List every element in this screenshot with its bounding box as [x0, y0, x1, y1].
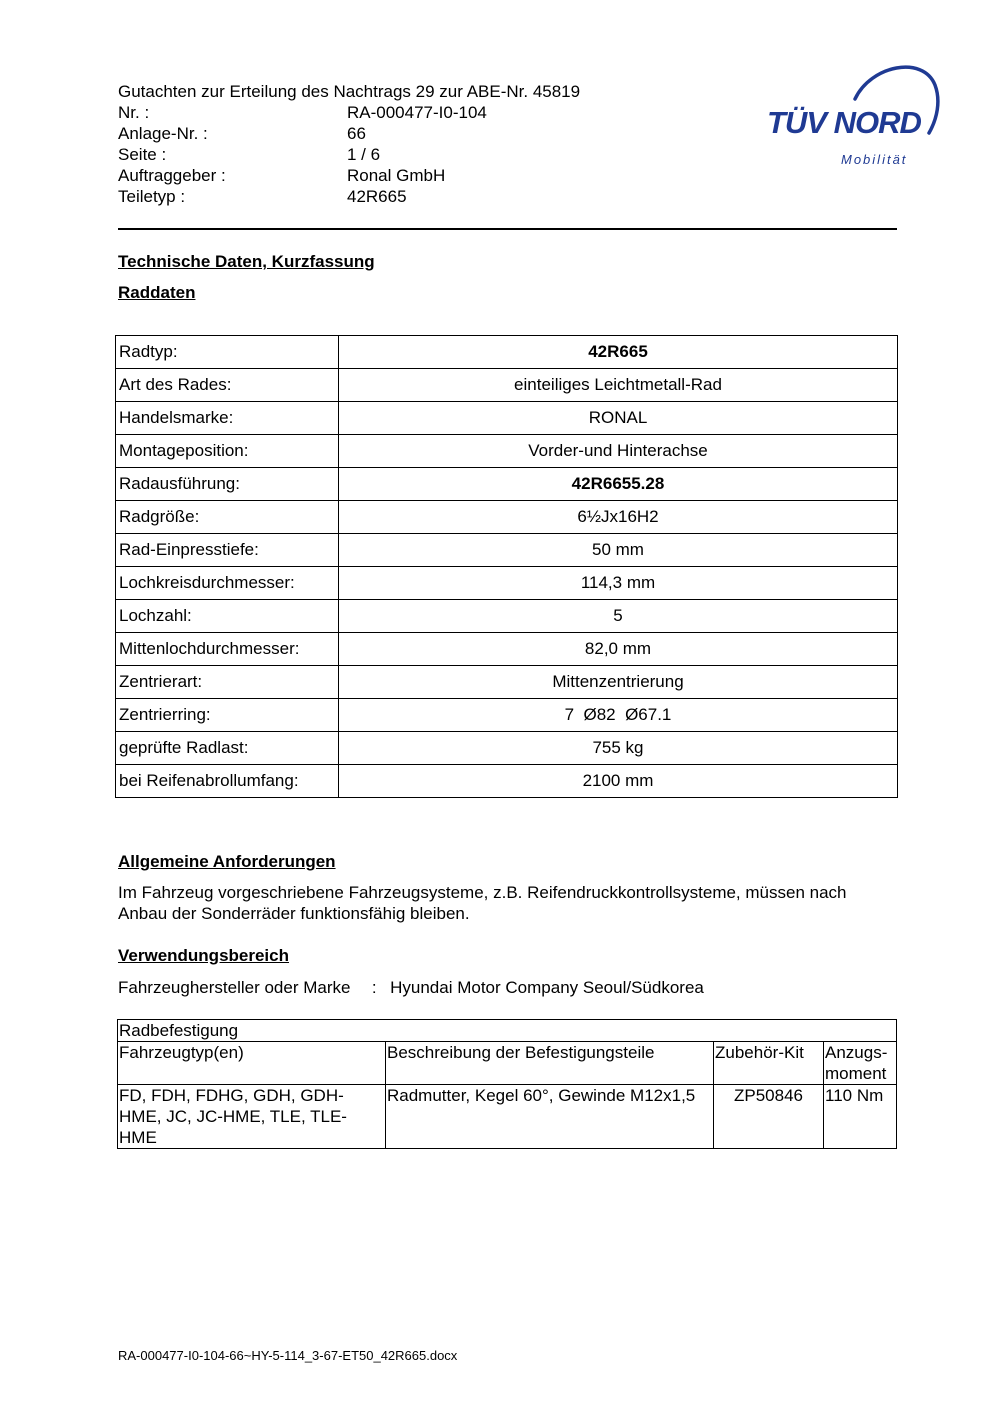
row-label: Rad-Einpresstiefe: — [116, 534, 339, 567]
table-cell: FD, FDH, FDHG, GDH, GDH-HME, JC, JC-HME, TLE, TLE-HME — [118, 1085, 386, 1149]
row-value: 6½Jx16H2 — [339, 501, 898, 534]
header-value: 66 — [347, 124, 366, 143]
manufacturer-value: Hyundai Motor Company Seoul/Südkorea — [390, 978, 704, 997]
table-row — [116, 534, 898, 567]
row-value: 755 kg — [339, 732, 898, 765]
table-row — [118, 1020, 897, 1042]
header-row-anlage — [118, 123, 638, 144]
row-value: 5 — [339, 600, 898, 633]
table-row — [116, 435, 898, 468]
table-header-row — [118, 1042, 897, 1085]
table-row — [116, 765, 898, 798]
table-row — [116, 633, 898, 666]
row-label: Mittenlochdurchmesser: — [116, 633, 339, 666]
section-title-verwendung: Verwendungsbereich — [118, 946, 289, 965]
table-row — [116, 732, 898, 765]
header-row-seite — [118, 144, 638, 165]
header-row-teiletyp — [118, 186, 638, 207]
row-value: Vorder-und Hinterachse — [339, 435, 898, 468]
section-title-raddaten: Raddaten — [118, 283, 196, 302]
manufacturer-label: Fahrzeughersteller oder Marke — [118, 978, 351, 997]
column-header: Beschreibung der Befestigungsteile — [386, 1042, 714, 1085]
row-value: 2100 mm — [339, 765, 898, 798]
column-header: Fahrzeugtyp(en) — [118, 1042, 386, 1085]
logo-subtitle: Mobilität — [841, 152, 908, 167]
allgemein-paragraph: Im Fahrzeug vorgeschriebene Fahrzeugsysteme, z.B. Reifendruckkontrollsysteme, müssen nach Anbau der Sonderräder funktionsfähig bleiben. — [118, 883, 847, 923]
table-title: Radbefestigung — [118, 1020, 897, 1042]
row-value: Mittenzentrierung — [339, 666, 898, 699]
tuev-nord-logo — [763, 57, 943, 172]
row-value: RONAL — [339, 402, 898, 435]
row-value: 42R665 — [339, 336, 898, 369]
row-label: Radtyp: — [116, 336, 339, 369]
table-row — [116, 501, 898, 534]
table-cell: 110 Nm — [824, 1085, 897, 1149]
row-label: Zentrierring: — [116, 699, 339, 732]
section-title-allgemein: Allgemeine Anforderungen — [118, 852, 336, 871]
row-value: 7 Ø82 Ø67.1 — [339, 699, 898, 732]
row-label: geprüfte Radlast: — [116, 732, 339, 765]
header-value: RA-000477-I0-104 — [347, 103, 487, 122]
table-row — [116, 600, 898, 633]
header-divider — [118, 228, 897, 230]
row-value: 42R6655.28 — [339, 468, 898, 501]
table-row — [116, 699, 898, 732]
row-value: 82,0 mm — [339, 633, 898, 666]
footer-filename: RA-000477-I0-104-66~HY-5-114_3-67-ET50_42R665.docx — [118, 1348, 458, 1363]
row-label: bei Reifenabrollumfang: — [116, 765, 339, 798]
row-label: Handelsmarke: — [116, 402, 339, 435]
row-label: Lochzahl: — [116, 600, 339, 633]
document-header — [118, 81, 638, 207]
row-label: Zentrierart: — [116, 666, 339, 699]
header-label: Teiletyp : — [118, 187, 186, 206]
table-cell: Radmutter, Kegel 60°, Gewinde M12x1,5 — [386, 1085, 714, 1149]
row-value: einteiliges Leichtmetall-Rad — [339, 369, 898, 402]
table-row — [116, 369, 898, 402]
header-row-nr — [118, 102, 638, 123]
header-value: 1 / 6 — [347, 145, 381, 164]
column-header: Anzugs-moment — [824, 1042, 897, 1085]
row-label: Art des Rades: — [116, 369, 339, 402]
row-value: 114,3 mm — [339, 567, 898, 600]
row-value: 50 mm — [339, 534, 898, 567]
header-title: Gutachten zur Erteilung des Nachtrags 29 zur ABE-Nr. 45819 — [118, 82, 581, 101]
header-label: Seite : — [118, 145, 167, 164]
header-row-auftraggeber — [118, 165, 638, 186]
header-label: Anlage-Nr. : — [118, 124, 208, 143]
row-label: Lochkreisdurchmesser: — [116, 567, 339, 600]
table-row — [116, 336, 898, 369]
table-row — [118, 1085, 897, 1149]
table-row — [116, 402, 898, 435]
header-value: 42R665 — [347, 187, 407, 206]
row-label: Radausführung: — [116, 468, 339, 501]
section-title-tech: Technische Daten, Kurzfassung — [118, 252, 375, 271]
column-header: Zubehör-Kit — [714, 1042, 824, 1085]
raddaten-table — [115, 335, 898, 798]
header-value: Ronal GmbH — [347, 166, 446, 185]
row-label: Radgröße: — [116, 501, 339, 534]
header-label: Nr. : — [118, 103, 150, 122]
logo-brand: TÜV NORD — [767, 105, 921, 140]
table-row — [116, 567, 898, 600]
header-label: Auftraggeber : — [118, 166, 226, 185]
vehicle-manufacturer-line — [118, 978, 704, 998]
table-cell: ZP50846 — [714, 1085, 824, 1149]
table-row — [116, 666, 898, 699]
table-row — [116, 468, 898, 501]
row-label: Montageposition: — [116, 435, 339, 468]
radbefestigung-table — [117, 1019, 897, 1149]
manufacturer-separator: : — [371, 978, 377, 997]
